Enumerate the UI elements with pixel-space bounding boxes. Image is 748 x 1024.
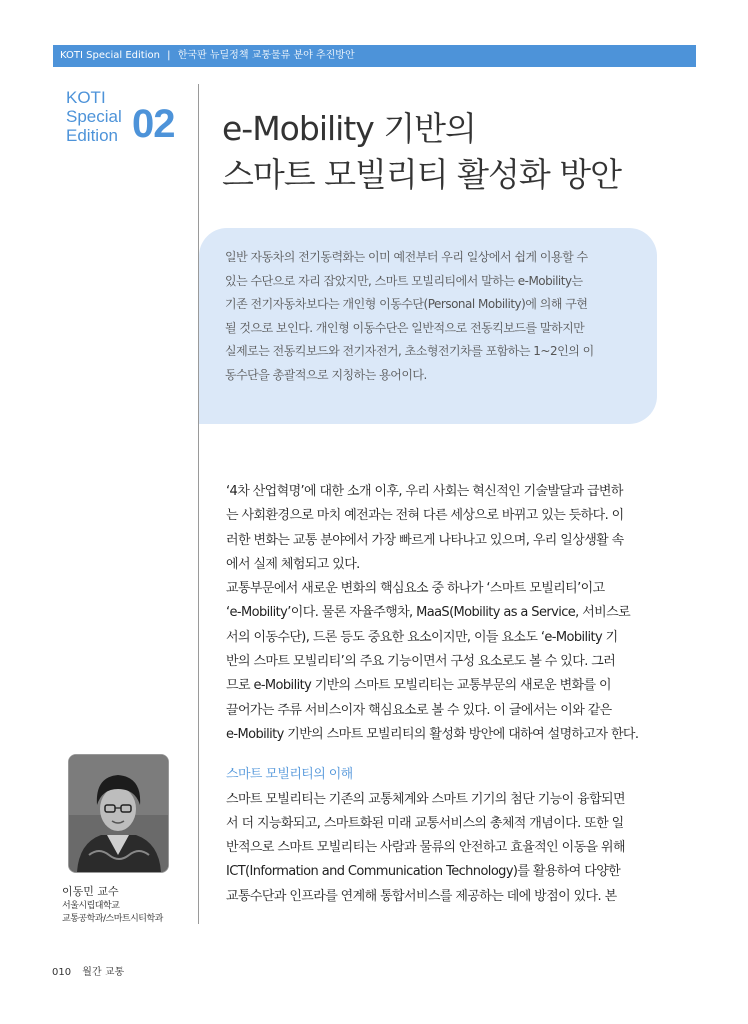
title-line: 스마트 모빌리티 활성화 방안 xyxy=(222,155,622,194)
author-info xyxy=(62,884,192,926)
body-line: e-Mobility 기반의 스마트 모빌리티의 활성화 방안에 대하여 설명하고자 한다. xyxy=(226,726,639,742)
series-topic: 한국판 뉴딜정책 교통물류 분야 추진방안 xyxy=(177,50,355,61)
abstract-line: 될 것으로 보인다. 개인형 이동수단은 일반적으로 전동킥보드를 말하지만 xyxy=(225,320,585,335)
author-affiliation: 교통공학과/스마트시티학과 xyxy=(62,914,163,924)
title-line: e-Mobility 기반의 xyxy=(222,109,476,148)
magazine-name: 월간 교통 xyxy=(82,967,125,978)
body-line: ‘e-Mobility’이다. 물론 자율주행차, MaaS(Mobility as a Service, 서비스로 xyxy=(226,605,631,621)
section-heading: 스마트 모빌리티의 이해 xyxy=(226,767,353,783)
body-line: 서 더 지능화되고, 스마트화된 미래 교통서비스의 총체적 개념이다. 또한 일 xyxy=(226,815,624,831)
body-line: ICT(Information and Communication Technology)를 활용하여 다양한 xyxy=(226,864,621,880)
author-name: 이동민 교수 xyxy=(62,885,119,898)
series-name: KOTI Special Edition xyxy=(60,50,160,61)
abstract-text xyxy=(225,246,643,387)
abstract-line: 있는 수단으로 자리 잡았지만, 스마트 모빌리티에서 말하는 e-Mobility는 xyxy=(225,273,583,288)
abstract-line: 일반 자동차의 전기동력화는 이미 예전부터 우리 일상에서 쉽게 이용할 수 xyxy=(225,250,588,264)
edition-word-1: KOTI xyxy=(66,88,106,107)
edition-word-3: Edition xyxy=(66,126,118,145)
body-line: 에서 실제 체험되고 있다. xyxy=(226,556,360,572)
abstract-line: 기존 전기자동차보다는 개인형 이동수단(Personal Mobility)에 의해 구현 xyxy=(225,297,588,311)
page-number: 010 xyxy=(52,967,72,978)
body-line: ‘4차 산업혁명’에 대한 소개 이후, 우리 사회는 혁신적인 기술발달과 급변하 xyxy=(226,484,623,499)
body-line: 끌어가는 주류 서비스이자 핵심요소로 볼 수 있다. 이 글에서는 이와 같은 xyxy=(226,702,612,718)
article-body xyxy=(226,480,658,909)
body-line: 교통부문에서 새로운 변화의 핵심요소 중 하나가 ‘스마트 모빌리티’이고 xyxy=(226,581,605,597)
header-separator: | xyxy=(167,50,171,61)
body-line: 반적으로 스마트 모빌리티는 사람과 물류의 안전하고 효율적인 이동을 위해 xyxy=(226,840,625,856)
page-footer xyxy=(52,963,124,978)
body-line: 교통수단과 인프라를 연계해 통합서비스를 제공하는 데에 방점이 있다. 본 xyxy=(226,888,617,904)
body-line: 서의 이동수단), 드론 등도 중요한 요소이지만, 이들 요소도 ‘e-Mobility 기 xyxy=(226,629,618,645)
abstract-line: 동수단을 총괄적으로 지칭하는 용어이다. xyxy=(225,367,427,382)
author-photo xyxy=(68,754,169,873)
abstract-line: 실제로는 전동킥보드와 전기자전거, 초소형전기차를 포함하는 1~2인의 이 xyxy=(225,344,594,358)
body-line: 는 사회환경으로 마치 예전과는 전혀 다른 세상으로 바뀌고 있는 듯하다. 이 xyxy=(226,508,624,524)
body-line: 반의 스마트 모빌리티’의 주요 기능이면서 구성 요소로도 볼 수 있다. 그러 xyxy=(226,654,616,670)
article-title xyxy=(222,106,692,198)
edition-number: 02 xyxy=(132,102,175,146)
body-line: 스마트 모빌리티는 기존의 교통체계와 스마트 기기의 첨단 기능이 융합되면 xyxy=(226,791,625,807)
author-affiliation: 서울시립대학교 xyxy=(62,901,120,911)
author-portrait-icon xyxy=(69,755,168,872)
body-line: 러한 변화는 교통 분야에서 가장 빠르게 나타나고 있으며, 우리 일상생활 속 xyxy=(226,532,624,548)
body-line: 므로 e-Mobility 기반의 스마트 모빌리티는 교통부문의 새로운 변화를 이 xyxy=(226,678,611,694)
edition-word-2: Special xyxy=(66,107,122,126)
vertical-divider xyxy=(198,84,199,924)
running-header xyxy=(53,45,696,67)
